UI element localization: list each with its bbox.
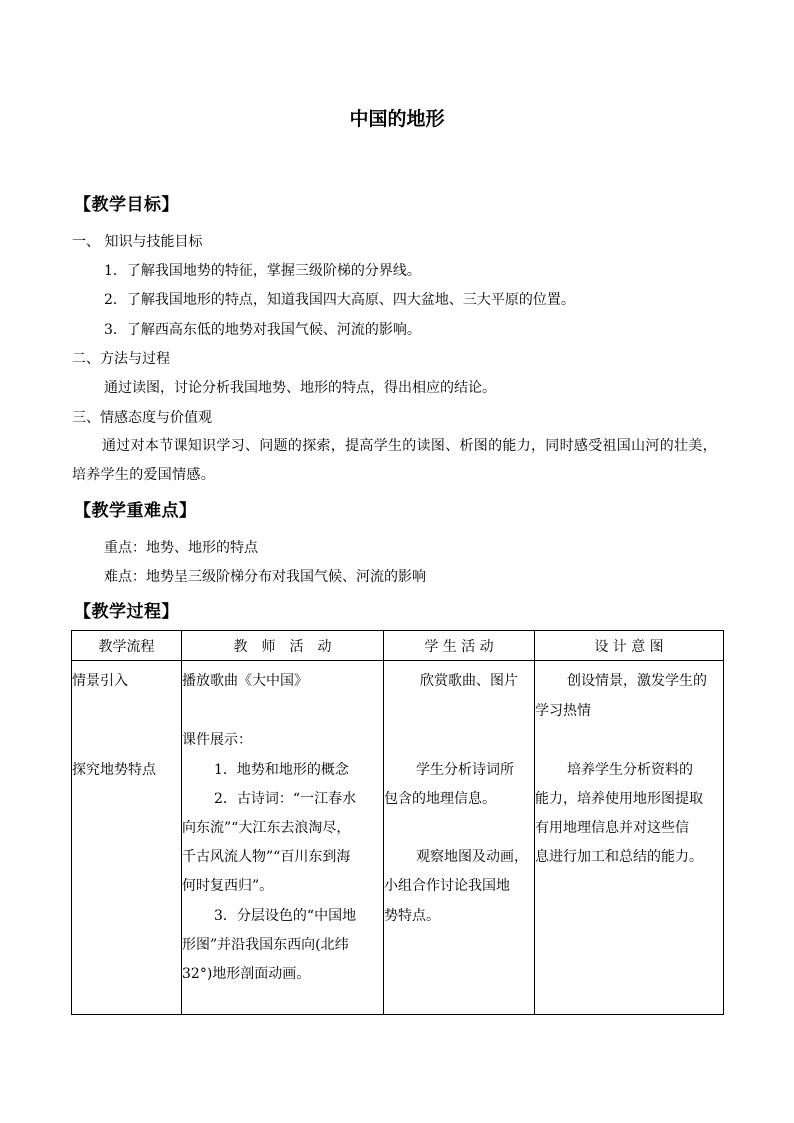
teacher-line: 32°)地形剖面动画。 — [182, 966, 311, 982]
design-line: 息进行加工和总结的能力。 — [535, 849, 703, 865]
header-teacher: 教 师 活 动 — [182, 631, 384, 661]
teacher-line: 2．古诗词：“一江春水 — [214, 791, 357, 807]
student-line: 小组合作讨论我国地 — [384, 878, 510, 894]
cell-design — [535, 661, 724, 1015]
difficult-point: 难点：地势呈三级阶梯分布对我国气候、河流的影响 — [104, 569, 426, 585]
teacher-line: 千古风流人物”“百川东到海 — [182, 849, 351, 865]
cell-teacher — [182, 661, 384, 1015]
section-heading-key-points: 【教学重难点】 — [74, 501, 197, 521]
teacher-line: 3．分层设色的“中国地 — [214, 908, 357, 924]
flow-step: 探究地势特点 — [72, 762, 156, 778]
student-line: 包含的地理信息。 — [384, 791, 496, 807]
section-heading-objectives: 【教学目标】 — [74, 195, 179, 215]
design-line: 能力，培养使用地形图提取 — [535, 791, 703, 807]
header-flow: 教学流程 — [72, 631, 182, 661]
teacher-line: 1．地势和地形的概念 — [214, 762, 349, 778]
student-line: 势特点。 — [384, 908, 440, 924]
design-line: 学习热情 — [535, 703, 591, 719]
cell-flow — [72, 661, 182, 1015]
table-row — [72, 661, 724, 1015]
part2-text: 通过读图，讨论分析我国地势、地形的特点，得出相应的结论。 — [104, 380, 496, 396]
student-line: 学生分析诗词所 — [416, 762, 514, 778]
student-line: 观察地图及动画， — [416, 849, 528, 865]
cell-student — [384, 661, 535, 1015]
key-point: 重点：地势、地形的特点 — [104, 540, 258, 556]
teaching-process-table — [71, 630, 724, 1015]
design-line: 培养学生分析资料的 — [567, 762, 693, 778]
design-line: 创设情景，激发学生的 — [567, 673, 707, 689]
objective-item: 1．了解我国地势的特征，掌握三级阶梯的分界线。 — [104, 263, 421, 279]
teacher-line: 播放歌曲《大中国》 — [182, 673, 308, 689]
teacher-line: 向东流”“大江东去浪淘尽， — [182, 820, 351, 836]
part1-title: 一、 知识与技能目标 — [72, 234, 203, 250]
table-header-row — [72, 631, 724, 661]
teacher-line: 课件展示： — [182, 732, 252, 748]
student-line: 欣赏歌曲、图片 — [420, 673, 518, 689]
flow-step: 情景引入 — [72, 673, 128, 689]
part3-title: 三、情感态度与价值观 — [72, 410, 212, 426]
teacher-line: 何时复西归”。 — [182, 878, 274, 894]
page-title: 中国的地形 — [349, 108, 445, 130]
part2-title: 二、方法与过程 — [72, 351, 170, 367]
objective-item: 3．了解西高东低的地势对我国气候、河流的影响。 — [104, 322, 421, 338]
part3-text: 通过对本节课知识学习、问题的探索，提高学生的读图、析图的能力，同时感受祖国山河的壮美，培养学生的爱国情感。 — [72, 438, 717, 483]
design-line: 有用地理信息并对这些信 — [535, 820, 689, 836]
header-student: 学 生 活 动 — [384, 631, 535, 661]
objective-item: 2．了解我国地形的特点，知道我国四大高原、四大盆地、三大平原的位置。 — [104, 292, 575, 308]
teacher-line: 形图”并沿我国东西向(北纬 — [182, 937, 349, 953]
header-design: 设 计 意 图 — [535, 631, 724, 661]
section-heading-process: 【教学过程】 — [74, 602, 179, 622]
